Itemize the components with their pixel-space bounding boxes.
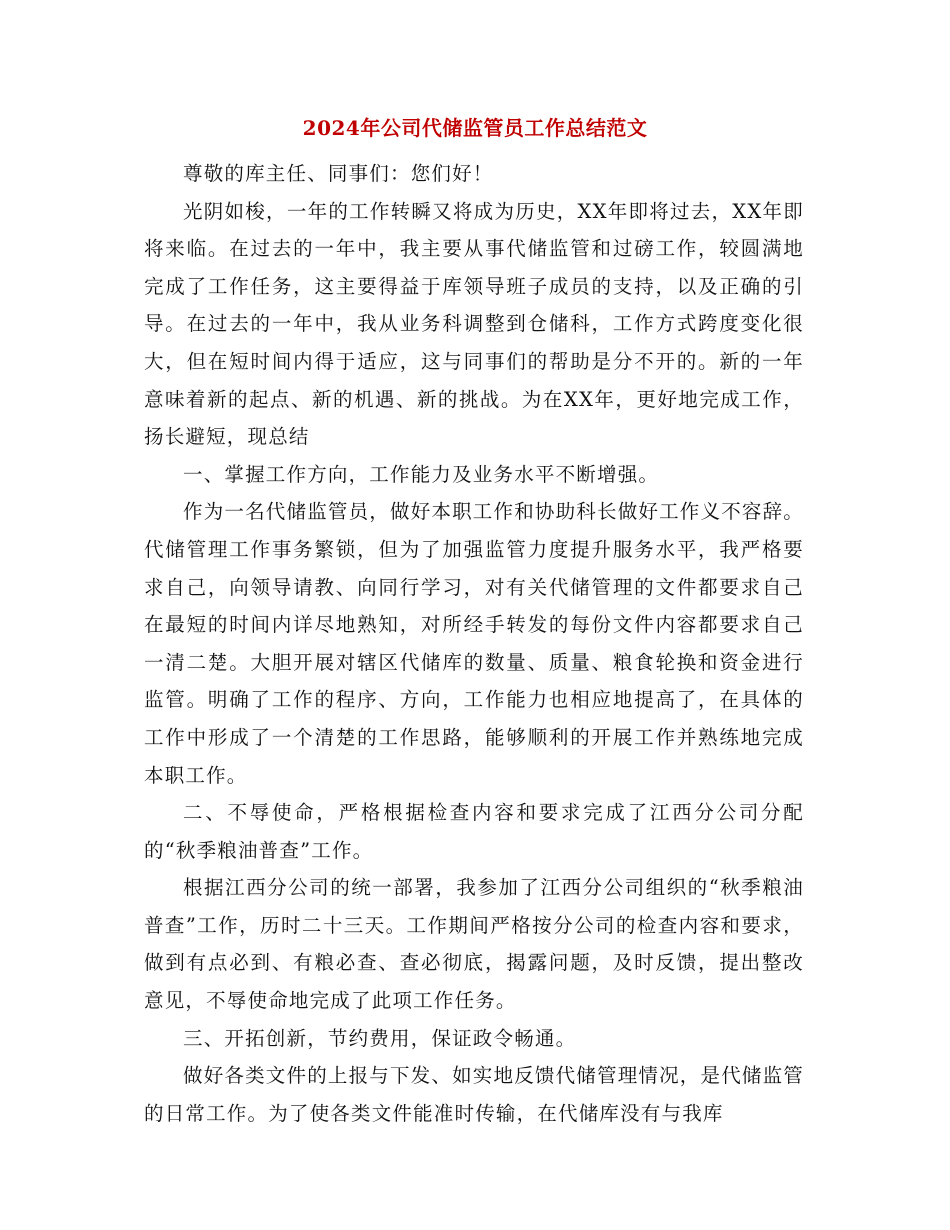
section-body-1: 作为一名代储监管员，做好本职工作和协助科长做好工作义不容辞。代储管理工作事务繁锁，但为了加强监管力度提升服务水平，我严格要求自己，向领导请教、向同行学习，对有关代储管理的文件都要求自己在最短的时间内详尽地熟知，对所经手转发的每份文件内容都要求自己一清二楚。大胆开展对辖区代储库的数量、质量、粮食轮换和资金进行监管。明确了工作的程序、方向，工作能力也相应地提高了，在具体的工作中形成了一个清楚的工作思路，能够顺利的开展工作并熟练地完成本职工作。 [144, 500, 805, 787]
section-heading-1: 一、掌握工作方向，工作能力及业务水平不断增强。 [183, 462, 660, 486]
section-body-3: 做好各类文件的上报与下发、如实地反馈代储管理情况，是代储监管的日常工作。为了使各类文件能准时传输，在代储库没有与我库 [144, 1064, 805, 1125]
intro-paragraph: 光阴如梭，一年的工作转瞬又将成为历史，XX年即将过去，XX年即将来临。在过去的一年中，我主要从事代储监管和过磅工作，较圆满地完成了工作任务，这主要得益于库领导班子成员的支持，以及正确的引导。在过去的一年中，我从业务科调整到仓储科，工作方式跨度变化很大，但在短时间内得于适应，这与同事们的帮助是分不开的。新的一年意味着新的起点、新的机遇、新的挑战。为在XX年，更好地完成工作，扬长避短，现总结 [144, 199, 804, 449]
document-body [144, 155, 804, 1132]
section-heading-3: 三、开拓创新，节约费用，保证政令畅通。 [183, 1026, 577, 1050]
section-heading-2: 二、不辱使命，严格根据检查内容和要求完成了江西分公司分配的“秋季粮油普查”工作。 [144, 801, 804, 862]
section-body-2: 根据江西分公司的统一部署，我参加了江西分公司组织的“秋季粮油普查”工作，历时二十三天。工作期间严格按分公司的检查内容和要求，做到有点必到、有粮必查、查必彻底，揭露问题，及时反馈，提出整改意见，不辱使命地完成了此项工作任务。 [144, 876, 804, 1013]
greeting-paragraph: 尊敬的库主任、同事们：您们好！ [183, 162, 494, 185]
document-title: 2024年公司代储监管员工作总结范文 [302, 116, 648, 140]
